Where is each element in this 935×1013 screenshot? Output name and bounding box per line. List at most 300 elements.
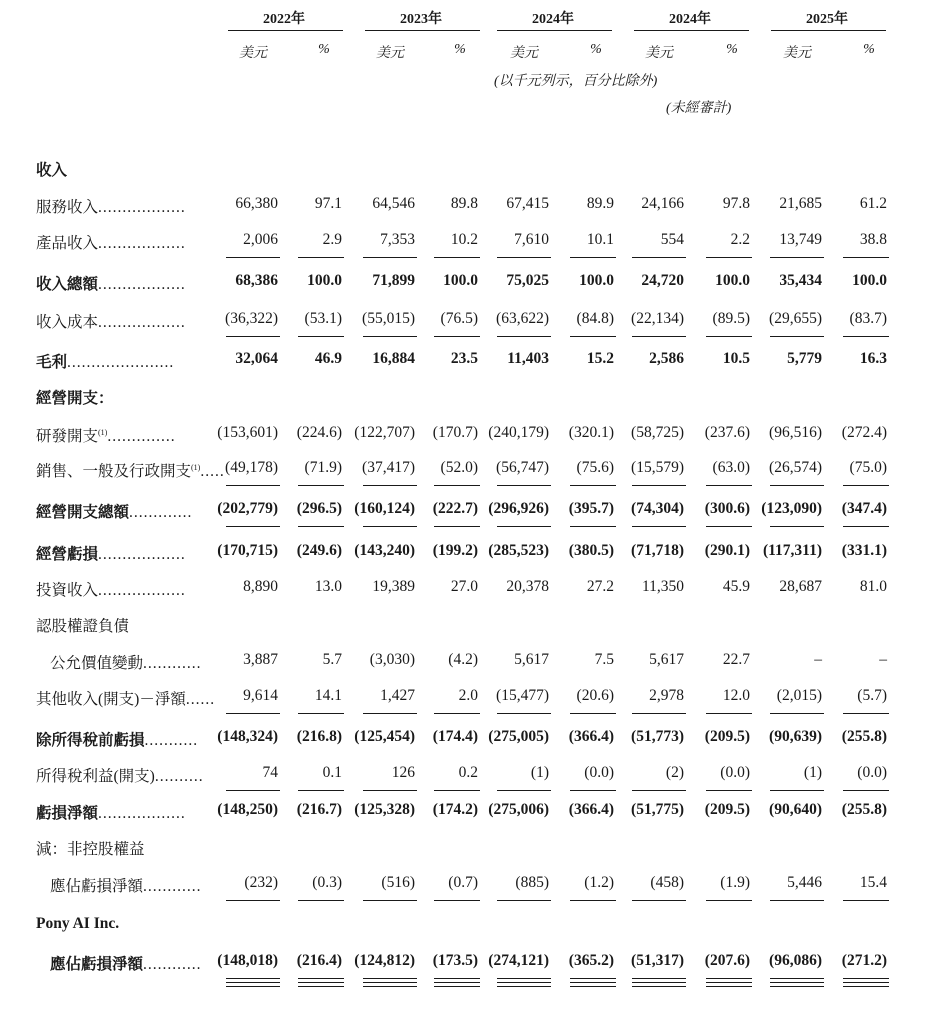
amount-cell: (26,574) <box>769 459 822 476</box>
percent-cell: 2.9 <box>322 231 342 248</box>
currency-unit-label: 美元 <box>376 46 404 61</box>
percent-cell: (75.0) <box>849 459 887 476</box>
amount-cell: 19,389 <box>372 578 415 595</box>
amount-cell: (58,725) <box>631 424 684 441</box>
percent-cell: (224.6) <box>296 424 342 441</box>
total-underline <box>298 790 344 791</box>
row-label-text: Pony AI Inc. <box>36 915 120 932</box>
amount-cell: 24,166 <box>641 195 684 212</box>
total-underline <box>434 713 480 714</box>
total-underline <box>706 336 752 337</box>
total-underline <box>434 336 480 337</box>
leader-dots: .................. <box>98 582 186 599</box>
amount-cell: (51,317) <box>631 952 684 969</box>
percent-unit-label: % <box>726 42 738 57</box>
amount-cell: (275,006) <box>488 801 549 818</box>
amount-cell: 5,446 <box>787 874 822 891</box>
amount-cell: (123,090) <box>761 500 822 517</box>
amount-cell: 13,749 <box>779 231 822 248</box>
total-underline <box>226 257 280 258</box>
row-label-text: 除所得稅前虧損 <box>36 732 145 749</box>
total-underline <box>632 978 686 979</box>
amount-cell: 71,899 <box>372 272 415 289</box>
percent-cell: 100.0 <box>579 272 614 289</box>
leader-dots: .................. <box>98 805 186 822</box>
percent-cell: (395.7) <box>568 500 614 517</box>
percent-cell: 61.2 <box>859 195 887 212</box>
amount-cell: (124,812) <box>354 952 415 969</box>
double-underline <box>632 986 686 987</box>
row-label-text: 應佔虧損淨額 <box>50 878 144 895</box>
percent-cell: (216.4) <box>296 952 342 969</box>
percent-cell: (1.2) <box>584 874 614 891</box>
leader-dots: ...... <box>185 691 216 708</box>
total-underline <box>770 978 824 979</box>
note-thousands: (以千元列示，百分比除外) <box>494 74 658 89</box>
amount-cell: 5,617 <box>649 651 684 668</box>
total-underline <box>632 526 686 527</box>
percent-cell: (0.3) <box>312 874 342 891</box>
total-underline <box>706 900 752 901</box>
currency-unit-label: 美元 <box>645 46 673 61</box>
row-label-text: 投資收入 <box>36 582 99 599</box>
percent-cell: 22.7 <box>722 651 750 668</box>
percent-cell: 27.0 <box>450 578 478 595</box>
total-underline <box>298 336 344 337</box>
percent-cell: 100.0 <box>852 272 887 289</box>
percent-cell: (300.6) <box>704 500 750 517</box>
amount-cell: (240,179) <box>488 424 549 441</box>
total-underline <box>497 526 551 527</box>
row-label-text: 認股權證負債 <box>36 618 130 635</box>
row-label-text: 減：非控股權益 <box>36 841 145 858</box>
amount-cell: 24,720 <box>641 272 684 289</box>
percent-unit-label: % <box>318 42 330 57</box>
amount-cell: 75,025 <box>506 272 549 289</box>
year-header-underline <box>771 30 886 31</box>
year-header: 2023年 <box>400 12 442 27</box>
total-underline <box>298 900 344 901</box>
percent-cell: 89.9 <box>586 195 614 212</box>
total-underline <box>770 713 824 714</box>
total-underline <box>706 713 752 714</box>
total-underline <box>363 713 417 714</box>
amount-cell: (3,030) <box>369 651 415 668</box>
percent-cell: 15.4 <box>859 874 887 891</box>
leader-dots: ............. <box>129 504 193 521</box>
total-underline <box>363 900 417 901</box>
amount-cell: (1) <box>530 764 549 781</box>
amount-cell: (15,477) <box>496 687 549 704</box>
percent-cell: 81.0 <box>859 578 887 595</box>
percent-cell: (4.2) <box>448 651 478 668</box>
percent-cell: (20.6) <box>576 687 614 704</box>
percent-cell: (174.2) <box>432 801 478 818</box>
percent-cell: 14.1 <box>314 687 342 704</box>
percent-cell: (222.7) <box>432 500 478 517</box>
double-underline <box>363 986 417 987</box>
total-underline <box>706 978 752 979</box>
total-underline <box>632 790 686 791</box>
amount-cell: 68,386 <box>235 272 278 289</box>
percent-cell: (216.8) <box>296 728 342 745</box>
amount-cell: 5,779 <box>787 350 822 367</box>
year-header: 2025年 <box>806 12 848 27</box>
double-underline <box>770 982 824 983</box>
percent-cell: (53.1) <box>304 310 342 327</box>
row-label <box>36 578 186 600</box>
percent-cell: 7.5 <box>594 651 614 668</box>
amount-cell: 16,884 <box>372 350 415 367</box>
percent-cell: (331.1) <box>841 542 887 559</box>
row-label-text: 其他收入(開支)－淨額 <box>36 691 186 708</box>
amount-cell: (148,018) <box>217 952 278 969</box>
total-underline <box>632 900 686 901</box>
percent-cell: 46.9 <box>314 350 342 367</box>
total-underline <box>226 713 280 714</box>
leader-dots: .................. <box>98 276 186 293</box>
double-underline <box>843 986 889 987</box>
amount-cell: (51,775) <box>631 801 684 818</box>
row-label <box>36 195 186 217</box>
percent-cell: (0.0) <box>720 764 750 781</box>
double-underline <box>770 986 824 987</box>
year-header: 2022年 <box>263 12 305 27</box>
percent-cell: (255.8) <box>841 728 887 745</box>
amount-cell: (516) <box>381 874 415 891</box>
amount-cell: (56,747) <box>496 459 549 476</box>
total-underline <box>570 900 616 901</box>
note-unaudited: (未經審計) <box>666 101 732 116</box>
row-label <box>36 764 204 786</box>
amount-cell: 20,378 <box>506 578 549 595</box>
amount-cell: (37,417) <box>362 459 415 476</box>
percent-cell: (255.8) <box>841 801 887 818</box>
amount-cell: 66,380 <box>235 195 278 212</box>
total-underline <box>570 336 616 337</box>
amount-cell: (285,523) <box>488 542 549 559</box>
total-underline <box>434 900 480 901</box>
amount-cell: – <box>814 651 822 668</box>
row-label <box>36 500 192 522</box>
amount-cell: (22,134) <box>631 310 684 327</box>
row-label <box>36 614 129 636</box>
percent-cell: (365.2) <box>568 952 614 969</box>
leader-dots: ............ <box>143 655 202 672</box>
currency-unit-label: 美元 <box>239 46 267 61</box>
leader-dots: ............ <box>143 878 202 895</box>
total-underline <box>843 978 889 979</box>
percent-cell: (84.8) <box>576 310 614 327</box>
double-underline <box>226 986 280 987</box>
row-label-text: 經營虧損 <box>36 546 99 563</box>
percent-cell: (209.5) <box>704 728 750 745</box>
row-label-text: 服務收入 <box>36 199 99 216</box>
leader-dots: .................. <box>98 314 186 331</box>
amount-cell: (143,240) <box>354 542 415 559</box>
double-underline <box>298 986 344 987</box>
total-underline <box>363 257 417 258</box>
amount-cell: (170,715) <box>217 542 278 559</box>
percent-cell: (320.1) <box>568 424 614 441</box>
row-label-text: 應佔虧損淨額 <box>50 956 144 973</box>
amount-cell: (55,015) <box>362 310 415 327</box>
amount-cell: (36,322) <box>225 310 278 327</box>
amount-cell: 7,610 <box>514 231 549 248</box>
row-label-text: 經營開支總額 <box>36 504 130 521</box>
row-label <box>50 874 202 896</box>
amount-cell: (2) <box>665 764 684 781</box>
double-underline <box>570 986 616 987</box>
total-underline <box>843 485 889 486</box>
percent-cell: (173.5) <box>432 952 478 969</box>
double-underline <box>497 982 551 983</box>
total-underline <box>298 485 344 486</box>
amount-cell: (71,718) <box>631 542 684 559</box>
percent-cell: (209.5) <box>704 801 750 818</box>
row-label-text: 銷售、一般及行政開支 <box>36 463 192 480</box>
row-label <box>36 231 186 253</box>
total-underline <box>497 978 551 979</box>
amount-cell: 64,546 <box>372 195 415 212</box>
double-underline <box>632 982 686 983</box>
percent-cell: 10.5 <box>722 350 750 367</box>
percent-cell: (170.7) <box>432 424 478 441</box>
row-label-text: 虧損淨額 <box>36 805 99 822</box>
percent-cell: (1.9) <box>720 874 750 891</box>
percent-cell: (272.4) <box>841 424 887 441</box>
double-underline <box>363 982 417 983</box>
footnote-marker: (1) <box>98 427 108 437</box>
percent-cell: (199.2) <box>432 542 478 559</box>
row-label <box>36 801 186 823</box>
total-underline <box>843 900 889 901</box>
total-underline <box>226 978 280 979</box>
row-label-text: 所得稅利益(開支) <box>36 768 155 785</box>
year-header-underline <box>497 30 612 31</box>
total-underline <box>226 485 280 486</box>
percent-cell: (216.7) <box>296 801 342 818</box>
footnote-marker: (1) <box>191 462 201 472</box>
amount-cell: (1) <box>803 764 822 781</box>
leader-dots: .................. <box>98 199 186 216</box>
total-underline <box>770 257 824 258</box>
total-underline <box>570 713 616 714</box>
amount-cell: (148,324) <box>217 728 278 745</box>
amount-cell: (49,178) <box>225 459 278 476</box>
percent-cell: 2.2 <box>730 231 750 248</box>
total-underline <box>632 713 686 714</box>
amount-cell: 2,586 <box>649 350 684 367</box>
amount-cell: 8,890 <box>243 578 278 595</box>
total-underline <box>632 485 686 486</box>
total-underline <box>226 526 280 527</box>
double-underline <box>298 982 344 983</box>
total-underline <box>770 790 824 791</box>
percent-unit-label: % <box>863 42 875 57</box>
total-underline <box>434 790 480 791</box>
total-underline <box>497 790 551 791</box>
row-label-text: 收入總額 <box>36 276 99 293</box>
row-label <box>36 542 186 564</box>
amount-cell: 21,685 <box>779 195 822 212</box>
total-underline <box>570 978 616 979</box>
percent-cell: 89.8 <box>450 195 478 212</box>
percent-cell: (237.6) <box>704 424 750 441</box>
amount-cell: 28,687 <box>779 578 822 595</box>
row-label <box>36 310 186 332</box>
percent-cell: (271.2) <box>841 952 887 969</box>
percent-cell: 12.0 <box>722 687 750 704</box>
percent-cell: (5.7) <box>857 687 887 704</box>
percent-cell: (207.6) <box>704 952 750 969</box>
percent-cell: 97.8 <box>722 195 750 212</box>
total-underline <box>770 336 824 337</box>
amount-cell: 7,353 <box>380 231 415 248</box>
year-header-underline <box>228 30 343 31</box>
double-underline <box>843 982 889 983</box>
total-underline <box>632 336 686 337</box>
percent-cell: – <box>879 651 887 668</box>
percent-cell: (249.6) <box>296 542 342 559</box>
total-underline <box>363 526 417 527</box>
total-underline <box>298 526 344 527</box>
total-underline <box>570 790 616 791</box>
total-underline <box>570 526 616 527</box>
percent-cell: 97.1 <box>314 195 342 212</box>
percent-cell: 38.8 <box>859 231 887 248</box>
amount-cell: 554 <box>660 231 684 248</box>
amount-cell: 35,434 <box>779 272 822 289</box>
percent-cell: 16.3 <box>859 350 887 367</box>
row-label <box>36 272 186 294</box>
percent-cell: 100.0 <box>715 272 750 289</box>
currency-unit-label: 美元 <box>783 46 811 61</box>
amount-cell: (117,311) <box>763 542 822 559</box>
amount-cell: (458) <box>650 874 684 891</box>
total-underline <box>770 900 824 901</box>
percent-cell: 0.2 <box>458 764 478 781</box>
row-label <box>36 687 215 709</box>
percent-cell: 10.1 <box>586 231 614 248</box>
total-underline <box>706 790 752 791</box>
amount-cell: (202,779) <box>217 500 278 517</box>
percent-cell: 27.2 <box>586 578 614 595</box>
total-underline <box>843 526 889 527</box>
leader-dots: .................. <box>98 546 186 563</box>
total-underline <box>363 978 417 979</box>
percent-cell: 10.2 <box>450 231 478 248</box>
row-label-text: 收入成本 <box>36 314 99 331</box>
row-label <box>36 459 225 481</box>
row-label <box>36 915 119 933</box>
total-underline <box>843 336 889 337</box>
percent-cell: (0.7) <box>448 874 478 891</box>
row-label <box>36 837 145 859</box>
percent-cell: 15.2 <box>586 350 614 367</box>
amount-cell: (96,086) <box>769 952 822 969</box>
total-underline <box>497 336 551 337</box>
currency-unit-label: 美元 <box>510 46 538 61</box>
amount-cell: 11,350 <box>641 578 684 595</box>
total-underline <box>434 485 480 486</box>
year-header: 2024年 <box>669 12 711 27</box>
percent-cell: 13.0 <box>314 578 342 595</box>
amount-cell: 32,064 <box>235 350 278 367</box>
row-label-text: 研發開支 <box>36 428 99 445</box>
amount-cell: (125,328) <box>354 801 415 818</box>
amount-cell: (96,516) <box>769 424 822 441</box>
percent-cell: (347.4) <box>841 500 887 517</box>
total-underline <box>363 485 417 486</box>
percent-cell: (76.5) <box>440 310 478 327</box>
percent-cell: (52.0) <box>440 459 478 476</box>
percent-cell: (89.5) <box>712 310 750 327</box>
total-underline <box>226 900 280 901</box>
total-underline <box>570 485 616 486</box>
double-underline <box>434 986 480 987</box>
double-underline <box>706 982 752 983</box>
percent-cell: 5.7 <box>322 651 342 668</box>
leader-dots: ........... <box>144 732 199 749</box>
amount-cell: 1,427 <box>380 687 415 704</box>
total-underline <box>706 257 752 258</box>
row-label <box>36 728 198 750</box>
amount-cell: (63,622) <box>496 310 549 327</box>
year-header: 2024年 <box>532 12 574 27</box>
amount-cell: 5,617 <box>514 651 549 668</box>
row-label-text: 產品收入 <box>36 235 99 252</box>
row-label <box>50 651 202 673</box>
amount-cell: (148,250) <box>217 801 278 818</box>
amount-cell: (74,304) <box>631 500 684 517</box>
percent-cell: (0.0) <box>857 764 887 781</box>
percent-cell: 2.0 <box>458 687 478 704</box>
total-underline <box>706 526 752 527</box>
amount-cell: 67,415 <box>506 195 549 212</box>
amount-cell: 9,614 <box>243 687 278 704</box>
percent-cell: 100.0 <box>307 272 342 289</box>
amount-cell: 126 <box>391 764 415 781</box>
total-underline <box>434 257 480 258</box>
leader-dots: ..... <box>200 463 225 480</box>
leader-dots: ...................... <box>67 354 175 371</box>
percent-cell: (296.5) <box>296 500 342 517</box>
percent-cell: 45.9 <box>722 578 750 595</box>
total-underline <box>363 336 417 337</box>
total-underline <box>770 485 824 486</box>
double-underline <box>497 986 551 987</box>
row-label <box>36 350 174 372</box>
row-label-text: 經營開支： <box>36 390 114 407</box>
amount-cell: (153,601) <box>217 424 278 441</box>
leader-dots: .......... <box>154 768 204 785</box>
double-underline <box>570 982 616 983</box>
total-underline <box>434 526 480 527</box>
total-underline <box>570 257 616 258</box>
amount-cell: (232) <box>244 874 278 891</box>
total-underline <box>706 485 752 486</box>
row-label-text: 毛利 <box>36 354 68 371</box>
total-underline <box>434 978 480 979</box>
row-label-text: 收入 <box>36 162 68 179</box>
amount-cell: (29,655) <box>769 310 822 327</box>
percent-cell: 23.5 <box>450 350 478 367</box>
total-underline <box>226 790 280 791</box>
double-underline <box>434 982 480 983</box>
total-underline <box>843 257 889 258</box>
percent-cell: (290.1) <box>704 542 750 559</box>
